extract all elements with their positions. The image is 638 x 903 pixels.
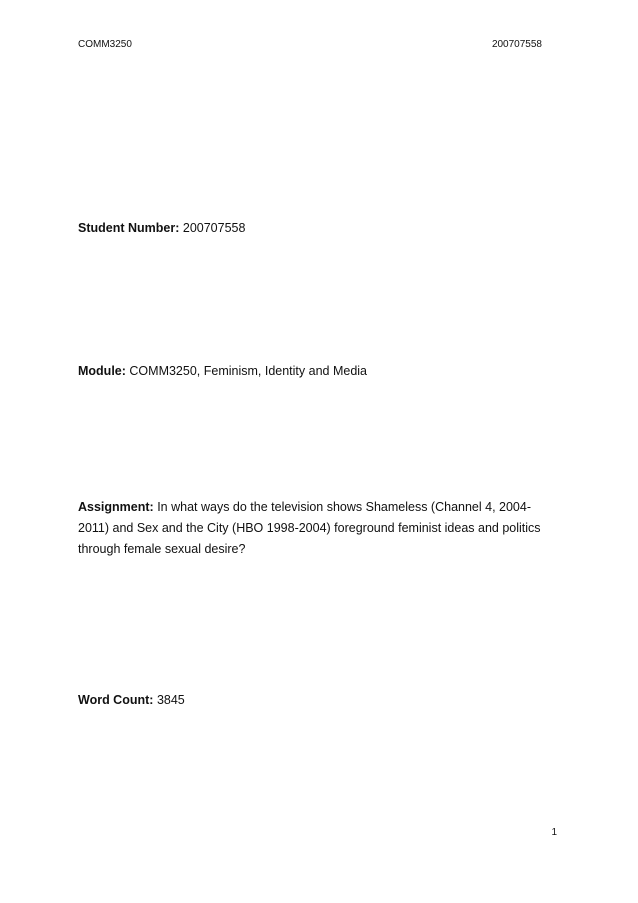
assignment-label: Assignment: <box>78 500 154 514</box>
assignment-value: In what ways do the television shows Shameless (Channel 4, 2004-2011) and Sex and the City (HBO 1998-2004) foreground feminist ideas and politics through female sexual desire? <box>78 500 541 556</box>
student-number-field <box>78 218 558 239</box>
module-label: Module: <box>78 364 126 378</box>
page-header <box>78 38 542 52</box>
module-value: COMM3250, Feminism, Identity and Media <box>129 364 367 378</box>
assignment-field <box>78 497 558 560</box>
word-count-label: Word Count: <box>78 693 154 707</box>
module-field <box>78 361 558 382</box>
student-number-value: 200707558 <box>182 221 246 235</box>
word-count-value: 3845 <box>156 693 185 707</box>
page-number: 1 <box>551 827 557 838</box>
word-count-field <box>78 690 558 711</box>
header-student-id: 200707558 <box>491 39 542 50</box>
student-number-label: Student Number: <box>78 221 180 235</box>
header-module-code: COMM3250 <box>78 39 132 50</box>
